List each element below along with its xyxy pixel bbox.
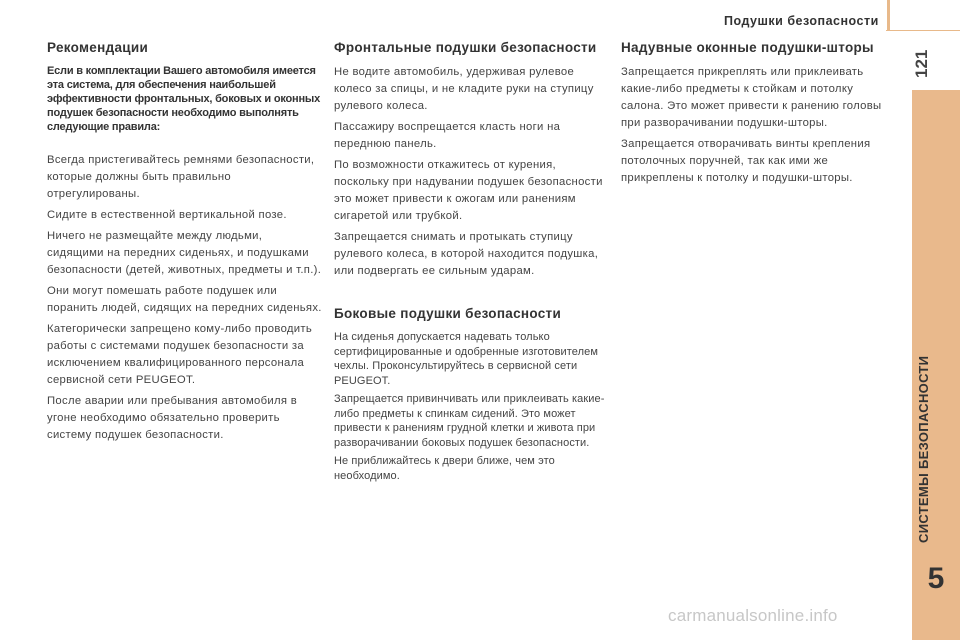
paragraph: Запрещается отворачивать винты крепления потолочных поручней, так как ими же прикреплены к потолку и подушки-шторы.	[621, 138, 871, 184]
side-airbags-text	[334, 330, 606, 483]
paragraph: Не приближайтесь к двери ближе, чем это необходимо.	[334, 455, 555, 482]
paragraph: Запрещается привинчивать или приклеивать какие-либо предметы к спинкам сидений. Это может привести к ранениям грудной клетки и живота при разворачивании боковых подушек безопасности.	[334, 393, 605, 449]
section-title-recommendations: Рекомендации	[47, 40, 149, 55]
watermark-text: carmanualsonline.info	[668, 606, 838, 625]
header-rule	[886, 30, 960, 31]
section-title-side-airbags: Боковые подушки безопасности	[334, 306, 562, 321]
chapter-number: 5	[927, 562, 945, 595]
paragraph: Ничего не размещайте между людьми, сидящими на передних сиденьях, и подушками безопасности (детей, животных, предметы и т.п.).	[47, 230, 322, 276]
paragraph: После аварии или пребывания автомобиля в угоне необходимо обязательно проверить систему подушек безопасности.	[47, 395, 298, 441]
paragraph: Не водите автомобиль, удерживая рулевое колесо за спицы, и не кладите руки на ступицу рулевого колеса.	[334, 66, 594, 112]
section-gap	[334, 284, 606, 306]
section-title-curtain-airbags: Надувные оконные подушки-шторы	[621, 40, 874, 55]
section-title-frontal-airbags: Фронтальные подушки безопасности	[334, 40, 597, 55]
header-accent-line	[887, 0, 890, 30]
column-frontal-side-airbags	[334, 40, 606, 487]
paragraph: Всегда пристегивайтесь ремнями безопасности, которые должны быть правильно отрегулированы.	[47, 154, 315, 200]
chapter-title: СИСТЕМЫ БЕЗОПАСНОСТИ	[916, 355, 931, 543]
paragraph: По возможности откажитесь от курения, поскольку при надувании подушек безопасности это может привести к ожогам или ранениям сигаретой или трубкой.	[334, 159, 603, 222]
paragraph: Пассажиру воспрещается класть ноги на переднюю панель.	[334, 121, 561, 150]
intro-text: Если в комплектации Вашего автомобиля имеется эта система, для обеспечения наибольшей эффективности фронтальных, боковых и оконных подушек безопасности необходимо выполнять следующие правила:	[47, 65, 321, 133]
paragraph: Запрещается снимать и протыкать ступицу рулевого колеса, в которой находится подушка, или подвергать ее сильным ударам.	[334, 231, 599, 277]
column-recommendations	[47, 40, 322, 448]
paragraph: На сиденья допускается надевать только сертифицированные и одобренные изготовителем чехлы. Проконсультируйтесь в сервисной сети PEUGEOT.	[334, 331, 599, 387]
header-title: Подушки безопасности	[724, 14, 879, 28]
page-number: 121	[912, 49, 931, 79]
paragraph: Сидите в естественной вертикальной позе.	[47, 209, 287, 221]
paragraph: Они могут помешать работе подушек или поранить людей, сидящих на передних сиденьях.	[47, 285, 322, 314]
paragraph: Категорически запрещено кому-либо проводить работы с системами подушек безопасности за исключением квалифицированного персонала сервисной сети PEUGEOT.	[47, 323, 313, 386]
column-curtain-airbags	[621, 40, 891, 191]
paragraph: Запрещается прикреплять или приклеивать какие-либо предметы к стойкам и потолку салона. Это может привести к ранению головы при разворачивании подушки-шторы.	[621, 66, 882, 129]
